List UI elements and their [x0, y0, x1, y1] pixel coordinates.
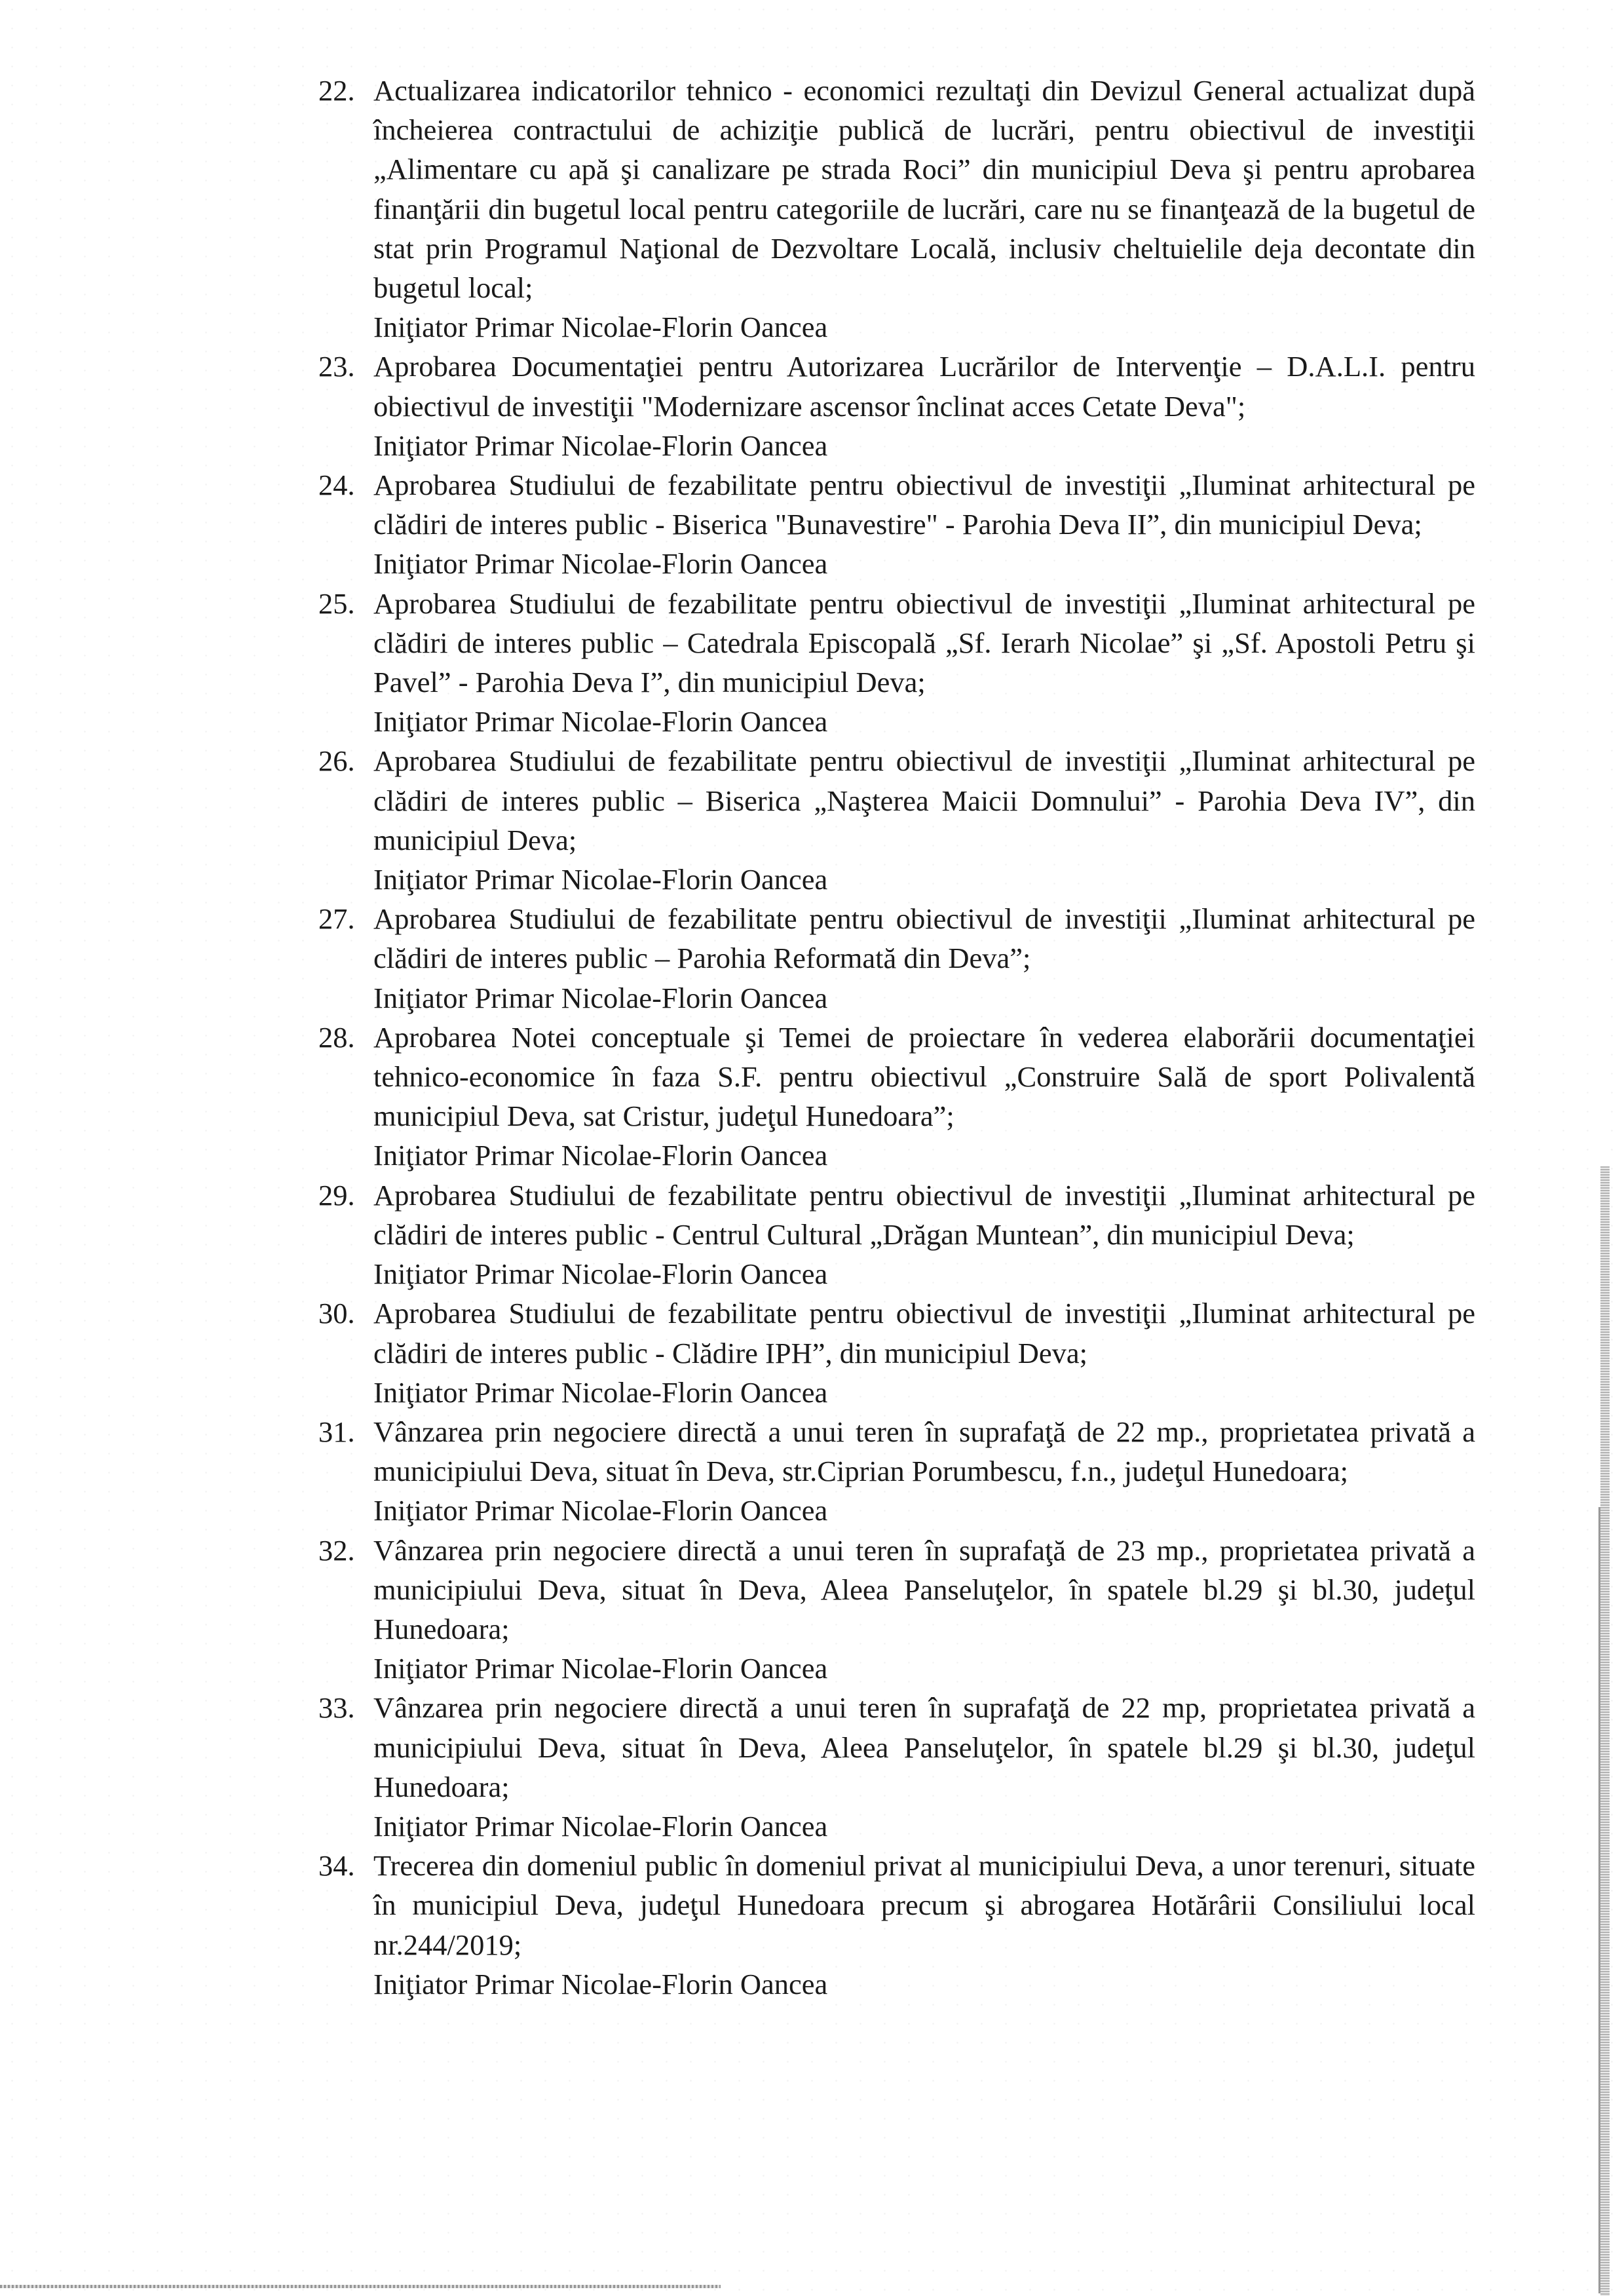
item-number: 22.	[318, 74, 355, 107]
item-number: 25.	[318, 586, 355, 620]
item-initiator: Iniţiator Primar Nicolae-Florin Oancea	[373, 863, 828, 896]
item-number: 31.	[318, 1415, 355, 1448]
scanner-edge-shadow	[1598, 1507, 1600, 2293]
item-text: Vânzarea prin negociere directă a unui teren în suprafaţă de 23 mp., proprietatea privată a municipiului Deva, situat în Deva, Aleea Panseluţelor, în spatele bl.29 şi bl.30, judeţul Hunedoara;	[373, 1533, 1475, 1645]
item-initiator: Iniţiator Primar Nicolae-Florin Oancea	[373, 1967, 828, 2000]
agenda-item-24	[318, 465, 1475, 584]
item-initiator: Iniţiator Primar Nicolae-Florin Oancea	[373, 981, 828, 1014]
agenda-item-26	[318, 741, 1475, 899]
agenda-item-25	[318, 584, 1475, 742]
item-number: 28.	[318, 1020, 355, 1054]
agenda-item-34	[318, 1846, 1475, 2004]
item-number: 29.	[318, 1178, 355, 1212]
agenda-item-33	[318, 1688, 1475, 1846]
item-initiator: Iniţiator Primar Nicolae-Florin Oancea	[373, 1809, 828, 1843]
item-text: Aprobarea Studiului de fezabilitate pentru obiectivul de investiţii „Iluminat arhitectural pe clădiri de interes public - Biserica "Bunavestire" - Parohia Deva II”, din municipiul Deva;	[373, 469, 1475, 541]
item-number: 30.	[318, 1297, 355, 1330]
item-text: Trecerea din domeniul public în domeniul privat al municipiului Deva, a unor terenuri, situate în municipiul Deva, judeţul Hunedoara precum şi abrogarea Hotărârii Consiliului local nr.244/2019;	[373, 1849, 1475, 1961]
item-initiator: Iniţiator Primar Nicolae-Florin Oancea	[373, 547, 828, 581]
item-initiator: Iniţiator Primar Nicolae-Florin Oancea	[373, 1139, 828, 1172]
agenda-item-22	[318, 71, 1475, 347]
item-number: 32.	[318, 1533, 355, 1567]
item-number: 24.	[318, 469, 355, 502]
item-number: 26.	[318, 744, 355, 778]
agenda-item-27	[318, 899, 1475, 1018]
agenda-item-28	[318, 1018, 1475, 1176]
item-text: Aprobarea Studiului de fezabilitate pentru obiectivul de investiţii „Iluminat arhitectural pe clădiri de interes public - Centrul Cultural „Drăgan Muntean”, din municipiul Deva;	[373, 1178, 1475, 1251]
item-initiator: Iniţiator Primar Nicolae-Florin Oancea	[373, 1375, 828, 1409]
item-text: Vânzarea prin negociere directă a unui teren în suprafaţă de 22 mp., proprietatea privată a municipiului Deva, situat în Deva, str.Ciprian Porumbescu, f.n., judeţul Hunedoara;	[373, 1415, 1475, 1488]
agenda-item-31	[318, 1412, 1475, 1531]
item-text: Aprobarea Studiului de fezabilitate pentru obiectivul de investiţii „Iluminat arhitectural pe clădiri de interes public - Clădire IPH”, din municipiul Deva;	[373, 1297, 1475, 1369]
scanner-edge-artifact	[1600, 1166, 1610, 2296]
agenda-item-30	[318, 1293, 1475, 1412]
agenda-item-32	[318, 1531, 1475, 1689]
item-text: Aprobarea Documentaţiei pentru Autorizarea Lucrărilor de Intervenţie – D.A.L.I. pentru obiectivul de investiţii "Modernizare ascensor înclinat acces Cetate Deva";	[373, 350, 1475, 423]
agenda-list	[318, 71, 1475, 2004]
item-initiator: Iniţiator Primar Nicolae-Florin Oancea	[373, 429, 828, 462]
scanner-bottom-artifact	[0, 2285, 721, 2288]
item-initiator: Iniţiator Primar Nicolae-Florin Oancea	[373, 705, 828, 738]
item-text: Aprobarea Studiului de fezabilitate pentru obiectivul de investiţii „Iluminat arhitectural pe clădiri de interes public – Biserica „Naşterea Maicii Domnului” - Parohia Deva IV”, din municipiul Deva;	[373, 744, 1475, 856]
item-number: 23.	[318, 350, 355, 383]
agenda-item-29	[318, 1176, 1475, 1294]
item-text: Vânzarea prin negociere directă a unui teren în suprafaţă de 22 mp, proprietatea privată a municipiului Deva, situat în Deva, Aleea Panseluţelor, în spatele bl.29 şi bl.30, judeţul Hunedoara;	[373, 1691, 1475, 1803]
item-number: 33.	[318, 1691, 355, 1725]
item-initiator: Iniţiator Primar Nicolae-Florin Oancea	[373, 311, 828, 344]
item-number: 27.	[318, 902, 355, 936]
item-text: Actualizarea indicatorilor tehnico - economici rezultaţi din Devizul General actualizat după încheierea contractului de achiziţie publică de lucrări, pentru obiectivul de investiţii „Alimentare cu apă şi canalizare pe strada Roci” din municipiul Deva şi pentru aprobarea finanţării din bugetul local pentru categoriile de lucrări, care nu se finanţează de la bugetul de stat prin Programul Naţional de Dezvoltare Locală, inclusiv cheltuielile deja decontate din bugetul local;	[373, 74, 1475, 305]
item-initiator: Iniţiator Primar Nicolae-Florin Oancea	[373, 1257, 828, 1291]
item-text: Aprobarea Studiului de fezabilitate pentru obiectivul de investiţii „Iluminat arhitectural pe clădiri de interes public – Parohia Reformată din Deva”;	[373, 902, 1475, 975]
item-text: Aprobarea Notei conceptuale şi Temei de proiectare în vederea elaborării documentaţiei tehnico-economice în faza S.F. pentru obiectivul „Construire Sală de sport Polivalentă municipiul Deva, sat Cristur, judeţul Hunedoara”;	[373, 1020, 1475, 1133]
item-initiator: Iniţiator Primar Nicolae-Florin Oancea	[373, 1494, 828, 1527]
agenda-item-23	[318, 347, 1475, 465]
item-text: Aprobarea Studiului de fezabilitate pentru obiectivul de investiţii „Iluminat arhitectural pe clădiri de interes public – Catedrala Episcopală „Sf. Ierarh Nicolae” şi „Sf. Apostoli Petru şi Pavel” - Parohia Deva I”, din municipiul Deva;	[373, 586, 1475, 699]
item-initiator: Iniţiator Primar Nicolae-Florin Oancea	[373, 1652, 828, 1685]
item-number: 34.	[318, 1849, 355, 1883]
